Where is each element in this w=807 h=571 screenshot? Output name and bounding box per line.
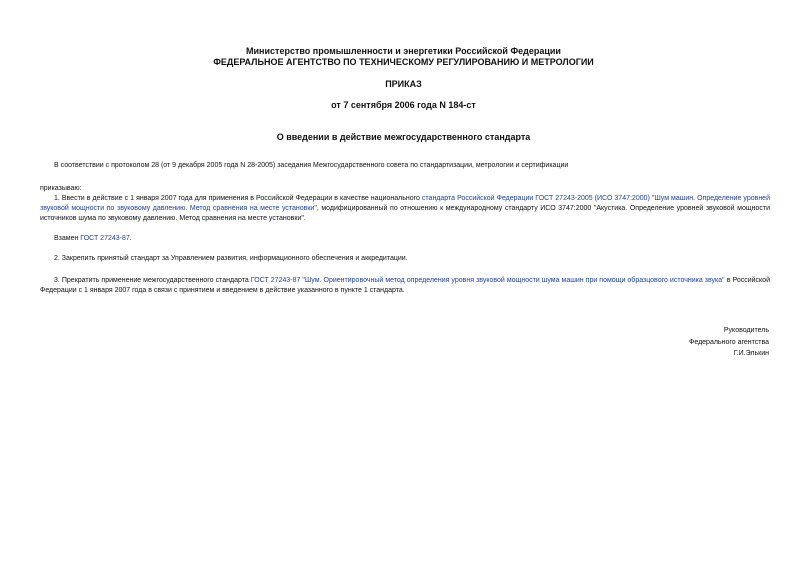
ministry-title: Министерство промышленности и энергетики Российской Федерации	[246, 46, 561, 56]
item-1-paragraph	[40, 194, 770, 224]
gost-27243-2005-link[interactable]: стандарта Российской Федерации ГОСТ 27243-2005 (ИСО 3747:2000) "Шум машин. Определение уровней звуковой мощности по звуковому давлению. Метод сравнения на месте установки"	[40, 195, 770, 212]
order-word-text: приказываю:	[40, 185, 82, 192]
signature-agency: Федерального агентства	[689, 339, 769, 346]
gost-27243-87-link[interactable]: ГОСТ 27243-87	[80, 235, 130, 242]
item-1-suffix: , модифицированный по отношению к международному стандарту ИСО 3747:2000 "Акустика. Определение уровней звуковой мощности источников шума по звуковому давлению. Метод сравнения на месте установки".	[40, 205, 770, 222]
gost-27243-87-title-link[interactable]: ГОСТ 27243-87 "Шум. Ориентировочный метод определения уровня звуковой мощности шума машин при помощи образцового источника звука"	[250, 277, 725, 284]
document-date-number: от 7 сентября 2006 года N 184-ст	[331, 100, 476, 110]
signature-position: Руководитель	[723, 327, 769, 334]
document-subject: О введении в действие межгосударственного стандарта	[276, 132, 531, 142]
preamble-text: В соответствии с протоколом 28 (от 9 декабря 2005 года N 28-2005) заседания Межгосударственного совета по стандартизации, метрологии и сертификации	[54, 162, 569, 169]
replacement-prefix: Взамен	[54, 235, 81, 242]
item-3-prefix: 3. Прекратить применение межгосударственного стандарта	[54, 277, 251, 284]
signature-name: Г.И.Элькин	[733, 350, 769, 357]
agency-title: ФЕДЕРАЛЬНОЕ АГЕНТСТВО ПО ТЕХНИЧЕСКОМУ РЕГУЛИРОВАНИЮ И МЕТРОЛОГИИ	[213, 57, 594, 67]
preamble-paragraph	[40, 161, 770, 171]
replacement-paragraph	[40, 234, 770, 244]
replacement-suffix: .	[129, 235, 132, 242]
document-type: ПРИКАЗ	[385, 79, 422, 89]
item-2-text: 2. Закрепить принятый стандарт за Управлением развития, информационного обеспечения и аккредитации.	[54, 255, 408, 262]
item-1-prefix: 1. Ввести в действие с 1 января 2007 года для применения в Российской Федерации в качестве национального	[54, 195, 422, 202]
item-3-suffix: в Российской Федерации с 1 января 2007 года в связи с принятием и введением в действие указанного в пункте 1 стандарта.	[40, 277, 770, 294]
order-word	[40, 184, 770, 194]
item-3-paragraph	[40, 276, 770, 296]
item-2-paragraph	[40, 254, 770, 264]
